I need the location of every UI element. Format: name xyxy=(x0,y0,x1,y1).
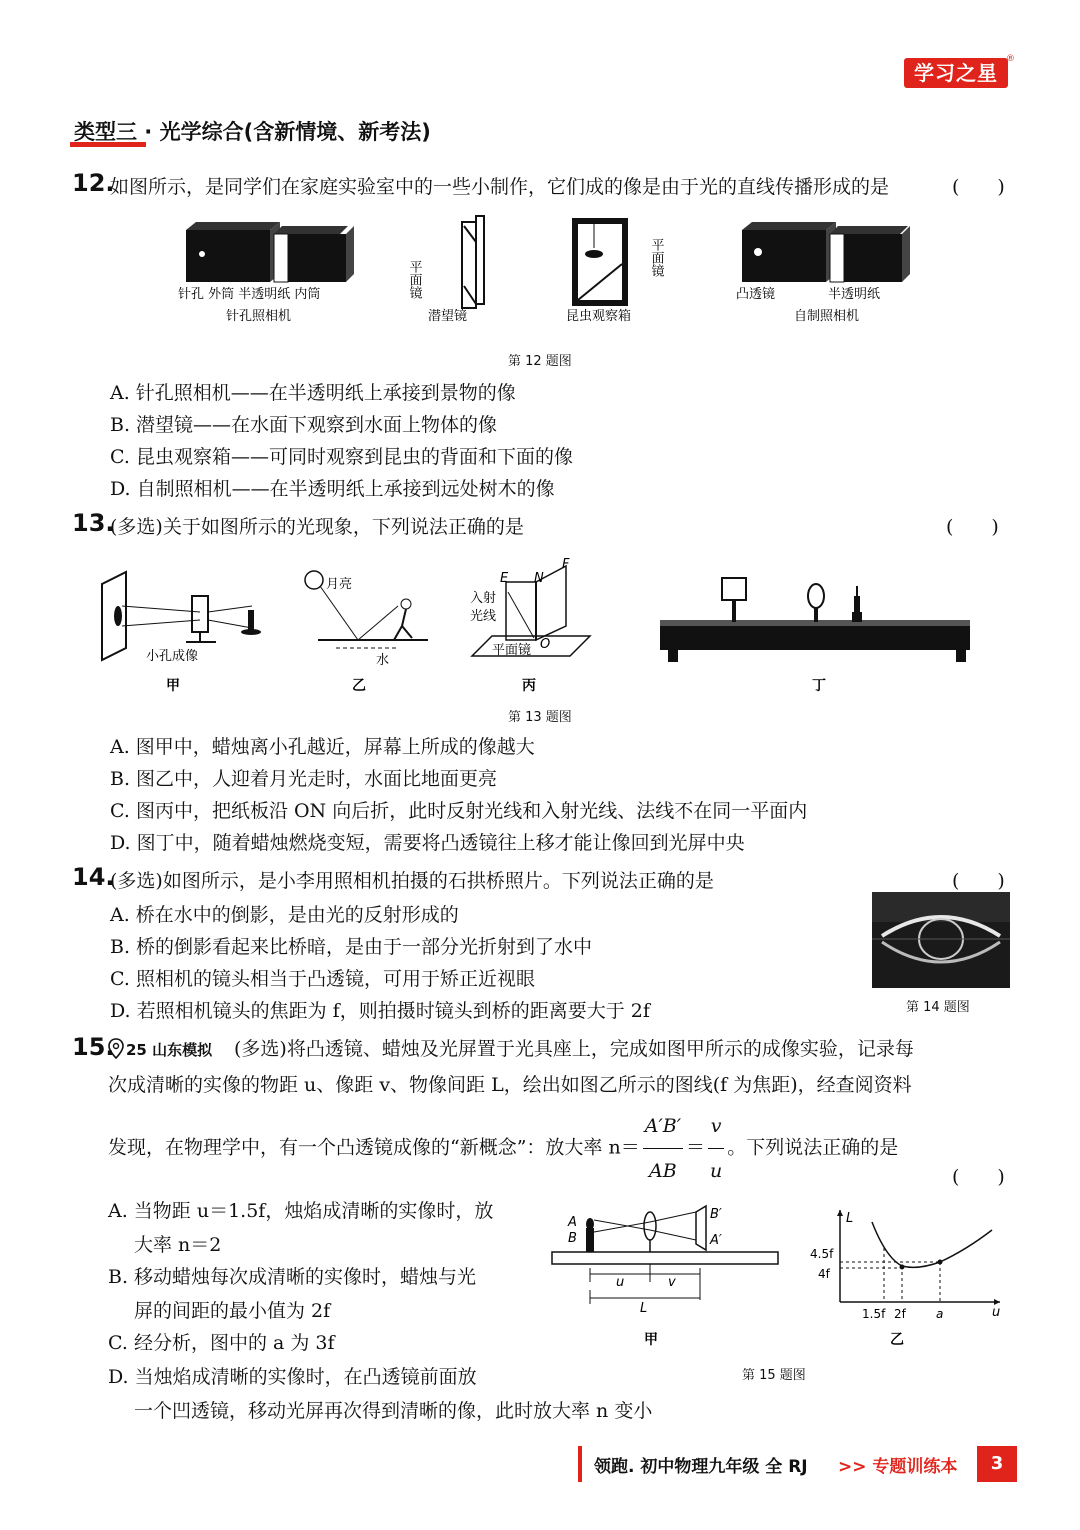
q15-option-a: A. 当物距 u＝1.5f，烛焰成清晰的实像时，放 xyxy=(108,1200,494,1222)
yi-x3: a xyxy=(936,1307,944,1321)
q13-option-d: D. 图丁中，随着蜡烛燃烧变短，需要将凸透镜往上移才能让像回到光屏中央 xyxy=(110,832,745,854)
moon-water-figure xyxy=(305,571,428,648)
insect-box-figure xyxy=(572,218,628,306)
q15-option-d: D. 当烛焰成清晰的实像时，在凸透镜前面放 xyxy=(108,1366,477,1388)
yi-x2: 2f xyxy=(894,1307,906,1321)
camera-caption: 自制照相机 xyxy=(794,309,860,324)
optical-bench-figure xyxy=(660,578,970,662)
q13-number: 13. xyxy=(72,509,115,537)
q12-option-a: A. 针孔照相机——在半透明纸上承接到景物的像 xyxy=(110,382,516,404)
jia-v: v xyxy=(668,1275,676,1290)
homemade-camera-figure xyxy=(742,222,910,282)
q15-tag: 25 山东模拟 xyxy=(126,1041,213,1059)
q13-answer-paren: ( ) xyxy=(946,516,999,538)
bing-n: N xyxy=(534,571,544,586)
q15-line3-post: 。下列说法正确的是 xyxy=(727,1136,899,1159)
v-over-u-fraction: $\frac{v}{u}$ xyxy=(708,1104,724,1193)
bing-label: 丙 xyxy=(522,678,536,694)
jia-a1: A′ xyxy=(710,1233,722,1248)
q13-option-b: B. 图乙中，人迎着月光走时，水面比地面更亮 xyxy=(110,768,498,790)
bing-line: 光线 xyxy=(470,609,497,624)
registered-mark: ® xyxy=(1006,54,1015,64)
q14-option-a: A. 桥在水中的倒影，是由光的反射形成的 xyxy=(110,904,459,926)
pinhole-caption: 针孔照相机 xyxy=(226,309,292,324)
jia-a: A xyxy=(568,1215,577,1230)
q15-option-a-cont: 大率 n＝2 xyxy=(134,1234,222,1256)
jia-label: 甲 xyxy=(166,678,180,694)
section-title: 类型三 · 光学综合(含新情境、新考法) xyxy=(74,120,431,144)
yi-water: 水 xyxy=(376,653,390,668)
q15-option-b-cont: 屏的间距的最小值为 2f xyxy=(134,1300,331,1322)
q15-fig-yi xyxy=(806,1204,1010,1352)
bing-e: E xyxy=(500,571,509,586)
camera-lens-label: 凸透镜 xyxy=(736,287,776,302)
q15-option-c: C. 经分析，图中的 a 为 3f xyxy=(108,1332,335,1354)
insect-caption: 昆虫观察箱 xyxy=(566,309,632,324)
pinhole-parts-label: 针孔 外筒 半透明纸 内筒 xyxy=(178,287,321,302)
q13-option-c: C. 图丙中，把纸板沿 ON 向后折，此时反射光线和入射光线、法线不在同一平面内 xyxy=(110,800,808,822)
camera-paper-label: 半透明纸 xyxy=(828,287,881,302)
periscope-figure xyxy=(462,216,484,308)
magnification-fraction: $\frac{A'B'}{AB}$ xyxy=(643,1104,683,1193)
yi-u: u xyxy=(992,1305,1001,1320)
yi-fig-label: 乙 xyxy=(890,1332,904,1348)
q13-option-a: A. 图甲中，蜡烛离小孔越近，屏幕上所成的像越大 xyxy=(110,736,535,758)
yi-label: 乙 xyxy=(352,678,366,694)
bing-in: 入射 xyxy=(470,591,497,606)
q14-stem: (多选)如图所示，是小李用照相机拍摄的石拱桥照片。下列说法正确的是 xyxy=(110,870,714,892)
periscope-mirror-label: 平面镜 xyxy=(406,260,422,299)
q14-option-c: C. 照相机的镜头相当于凸透镜，可用于矫正近视眼 xyxy=(110,968,535,990)
q15-line1: (多选)将凸透镜、蜡烛及光屏置于光具座上，完成如图甲所示的成像实验，记录每 xyxy=(234,1038,914,1060)
q12-option-b: B. 潜望镜——在水面下观察到水面上物体的像 xyxy=(110,414,498,436)
footer-series: >> 专题训练本 xyxy=(838,1457,958,1477)
bing-o: O xyxy=(540,637,551,652)
pinhole-imaging-figure xyxy=(102,572,261,660)
bing-mirror: 平面镜 xyxy=(492,643,532,658)
q15-number: 15. xyxy=(72,1033,115,1061)
yi-moon: 月亮 xyxy=(326,577,353,592)
q12-option-c: C. 昆虫观察箱——可同时观察到昆虫的背面和下面的像 xyxy=(110,446,573,468)
q13-caption: 第 13 题图 xyxy=(508,710,572,725)
q15-answer-paren: ( ) xyxy=(952,1166,1005,1188)
pinhole-camera-figure xyxy=(186,222,354,282)
q14-caption: 第 14 题图 xyxy=(906,1000,970,1015)
brand-logo: 学习之星 xyxy=(904,58,1008,88)
q12-option-d: D. 自制照相机——在半透明纸上承接到远处树木的像 xyxy=(110,478,555,500)
page-number: 3 xyxy=(977,1446,1017,1482)
jia-l: L xyxy=(640,1301,648,1316)
bing-f: F xyxy=(562,557,570,572)
q14-number: 14. xyxy=(72,863,115,891)
footer-accent xyxy=(578,1446,582,1482)
periscope-caption: 潜望镜 xyxy=(428,309,468,324)
q15-line2: 次成清晰的实像的物距 u、像距 v、物像间距 L，绘出如图乙所示的图线(f 为焦距)，经查阅资料 xyxy=(108,1074,912,1096)
q13-figures xyxy=(96,556,986,696)
q14-option-d: D. 若照相机镜头的焦距为 f，则拍摄时镜头到桥的距离要大于 2f xyxy=(110,1000,650,1022)
q14-option-b: B. 桥的倒影看起来比桥暗，是由于一部分光折射到了水中 xyxy=(110,936,593,958)
q13-stem: (多选)关于如图所示的光现象，下列说法正确的是 xyxy=(110,516,524,538)
yi-l: L xyxy=(846,1211,854,1226)
q15-fig-jia xyxy=(548,1204,782,1352)
insect-mirror-label: 平面镜 xyxy=(648,238,664,277)
jia-text: 小孔成像 xyxy=(146,649,199,664)
yi-y2: 4f xyxy=(818,1267,830,1281)
yi-x1: 1.5f xyxy=(862,1307,886,1321)
q15-caption: 第 15 题图 xyxy=(742,1368,806,1383)
q12-stem: 如图所示，是同学们在家庭实验室中的一些小制作，它们成的像是由于光的直线传播形成的是 xyxy=(110,176,890,198)
q12-number: 12. xyxy=(72,169,115,197)
jia-u: u xyxy=(616,1275,625,1290)
ding-label: 丁 xyxy=(812,678,826,694)
yi-y1: 4.5f xyxy=(810,1247,834,1261)
jia-b: B xyxy=(568,1231,577,1246)
jia-b1: B′ xyxy=(710,1207,722,1222)
jia-fig-label: 甲 xyxy=(644,1332,658,1348)
q12-caption: 第 12 题图 xyxy=(508,354,572,369)
q12-answer-paren: ( ) xyxy=(952,176,1005,198)
q15-line3: 发现，在物理学中，有一个凸透镜成像的“新概念”：放大率 n＝ $\frac{A'B'}{AB}$ ＝ $\frac{v}{u}$ 。下列说法正确的是 xyxy=(108,1104,898,1193)
location-pin-icon xyxy=(108,1038,124,1060)
q12-figures xyxy=(170,212,930,332)
q15-option-d-cont: 一个凹透镜，移动光屏再次得到清晰的像，此时放大率 n 变小 xyxy=(134,1400,653,1422)
q15-line3-pre: 发现，在物理学中，有一个凸透镜成像的“新概念”：放大率 n＝ xyxy=(108,1136,640,1159)
q15-option-b: B. 移动蜡烛每次成清晰的实像时，蜡烛与光 xyxy=(108,1266,477,1288)
bridge-photo xyxy=(872,892,1010,988)
footer-book-title: 领跑. 初中物理九年级 全 RJ xyxy=(594,1457,808,1477)
q14-answer-paren: ( ) xyxy=(952,870,1005,892)
